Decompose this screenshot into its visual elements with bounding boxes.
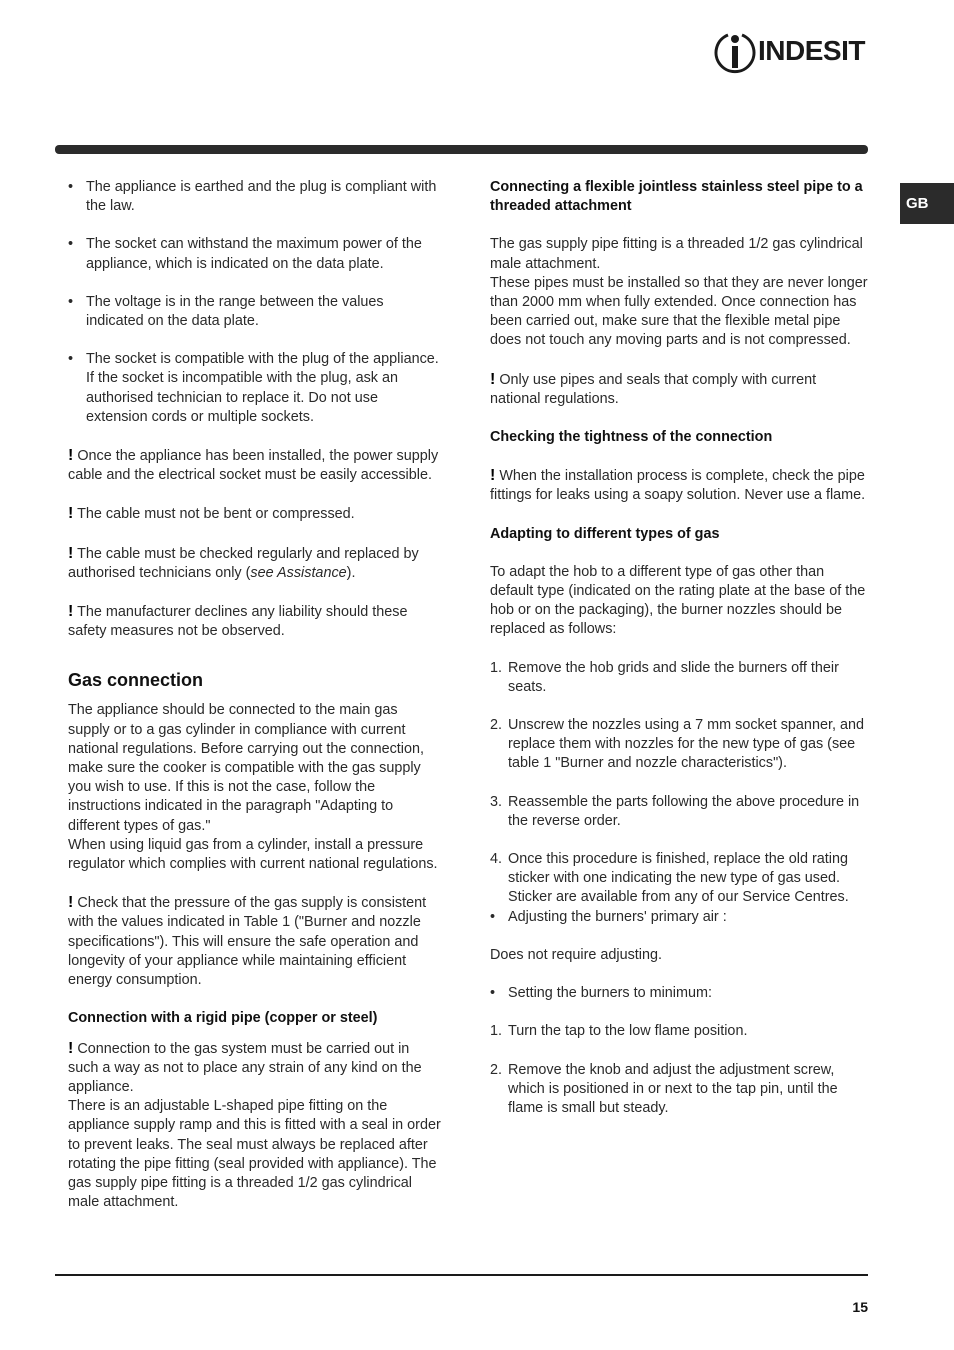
warning-text: The cable must be checked regularly and replaced by authorised technicians only ( (68, 545, 419, 581)
step-number: 1. (490, 1023, 503, 1040)
numbered-step (490, 1022, 870, 1041)
page-number: 15 (852, 1299, 868, 1315)
numbered-step (490, 850, 870, 908)
section-heading-gas-connection: Gas connection (68, 670, 204, 691)
exclamation-icon: ! (68, 505, 74, 523)
warning-text: ). (346, 564, 356, 581)
list-item: • The socket is compatible with the plug of the appliance. If the socket is incompatible with the plug, ask an authorised technician to replace it. Do not use extension cords or multiple sockets. (68, 350, 443, 427)
numbered-step (490, 1061, 870, 1119)
indesit-logo (714, 30, 870, 76)
paragraph: There is an adjustable L-shaped pipe fitting on the appliance supply ramp and this is fitted with a seal in order to prevent leaks. The seal must always be replaced after rotating the pipe fitting (seal provided with appliance). The gas supply pipe fitting is a threaded 1/2 gas cylindrical male attachment. (68, 1098, 441, 1211)
exclamation-icon: ! (68, 1039, 74, 1057)
warning-note (68, 1039, 443, 1098)
numbered-step (490, 716, 870, 774)
exclamation-icon: ! (68, 603, 74, 621)
step-text: Reassemble the parts following the above procedure in the reverse order. (508, 793, 860, 829)
paragraph: To adapt the hob to a different type of gas other than default type (indicated on the rating plate at the base of the hob or on the packaging), the burner nozzles should be replaced as follows: (490, 563, 866, 638)
subheading-adapting-gas: Adapting to different types of gas (490, 525, 720, 542)
warning-note (68, 893, 443, 990)
exclamation-icon: ! (490, 370, 496, 388)
brand-name: INDESIT (758, 35, 865, 66)
subheading-flexible-pipe: Connecting a flexible jointless stainless steel pipe to a threaded attachment (490, 179, 863, 215)
warning-note (490, 370, 870, 409)
exclamation-icon: ! (490, 467, 496, 485)
list-item: • The voltage is in the range between the values indicated on the data plate. (68, 293, 443, 331)
paragraph: These pipes must be installed so that they are never longer than 2000 mm when fully extended. Once connection has been carried out, make sure that the flexible metal pipe does not touch any moving parts and is not compressed. (490, 274, 868, 349)
step-number: 4. (490, 851, 503, 868)
warning-note (68, 602, 443, 641)
paragraph: When using liquid gas from a cylinder, install a pressure regulator which complies with current national regulations. (68, 836, 438, 873)
list-item: • Setting the burners to minimum: (490, 984, 870, 1003)
list-item: • The socket can withstand the maximum power of the appliance, which is indicated on the data plate. (68, 235, 443, 273)
paragraph: The gas supply pipe fitting is a threaded 1/2 gas cylindrical male attachment. (490, 236, 863, 272)
step-number: 1. (490, 659, 503, 676)
step-text: Remove the hob grids and slide the burners off their seats. (508, 659, 839, 695)
exclamation-icon: ! (68, 894, 74, 912)
language-tab: GB (900, 183, 954, 224)
warning-note (68, 504, 443, 524)
warning-note (68, 544, 443, 583)
warning-text: When the installation process is complete, check the pipe fittings for leaks using a soapy solution. Never use a flame. (490, 468, 866, 504)
step-number: 2. (490, 717, 503, 734)
assistance-reference: see Assistance (250, 564, 347, 581)
numbered-step (490, 793, 870, 831)
warning-text: The manufacturer declines any liability should these safety measures not be observed. (68, 604, 408, 640)
warning-note (68, 446, 443, 485)
right-column (490, 178, 870, 1137)
step-text: Once this procedure is finished, replace the old rating sticker with one indicating the new type of gas used. Sticker are available from any of our Service Centres. (508, 851, 849, 906)
warning-text: Once the appliance has been installed, the power supply cable and the electrical socket must be easily accessible. (68, 448, 439, 484)
brand-i-icon (714, 30, 756, 76)
step-text: Remove the knob and adjust the adjustment screw, which is positioned in or next to the tap pin, until the flame is small but steady. (508, 1061, 838, 1116)
step-number: 3. (490, 793, 503, 810)
list-item: • The appliance is earthed and the plug is compliant with the law. (68, 178, 443, 216)
warning-text: Connection to the gas system must be carried out in such a way as not to place any strain of any kind on the appliance. (68, 1040, 422, 1095)
footer-rule (55, 1274, 868, 1276)
step-text: Turn the tap to the low flame position. (508, 1023, 748, 1040)
exclamation-icon: ! (68, 447, 74, 465)
list-item: • Adjusting the burners' primary air : (490, 908, 870, 927)
warning-text: The cable must not be bent or compressed. (77, 506, 355, 523)
step-number: 2. (490, 1061, 503, 1078)
exclamation-icon: ! (68, 544, 74, 562)
subheading-tightness: Checking the tightness of the connection (490, 429, 773, 446)
subheading-rigid-pipe: Connection with a rigid pipe (copper or steel) (68, 1010, 378, 1027)
warning-note (490, 466, 870, 505)
warning-text: Check that the pressure of the gas supply is consistent with the values indicated in Table 1 ("Burner and nozzle specifications"). This will ensure the safe operation and longevity of your appliance while maintaining efficient energy consumption. (68, 895, 427, 989)
header-rule (55, 145, 868, 154)
left-column (68, 178, 443, 1231)
step-text: Unscrew the nozzles using a 7 mm socket spanner, and replace them with nozzles for the new type of gas (see table 1 "Burner and nozzle characteristics"). (508, 717, 864, 772)
warning-text: Only use pipes and seals that comply with current national regulations. (490, 371, 817, 407)
paragraph: Does not require adjusting. (490, 946, 662, 963)
numbered-step (490, 659, 870, 697)
paragraph: The appliance should be connected to the main gas supply or to a gas cylinder in compliance with current national regulations. Before carrying out the connection, make sure the cooker is compatible with the gas supply you wish to use. If this is not the case, follow the instructions indicated in the paragraph "Adapting to different types of gas." (68, 702, 424, 834)
